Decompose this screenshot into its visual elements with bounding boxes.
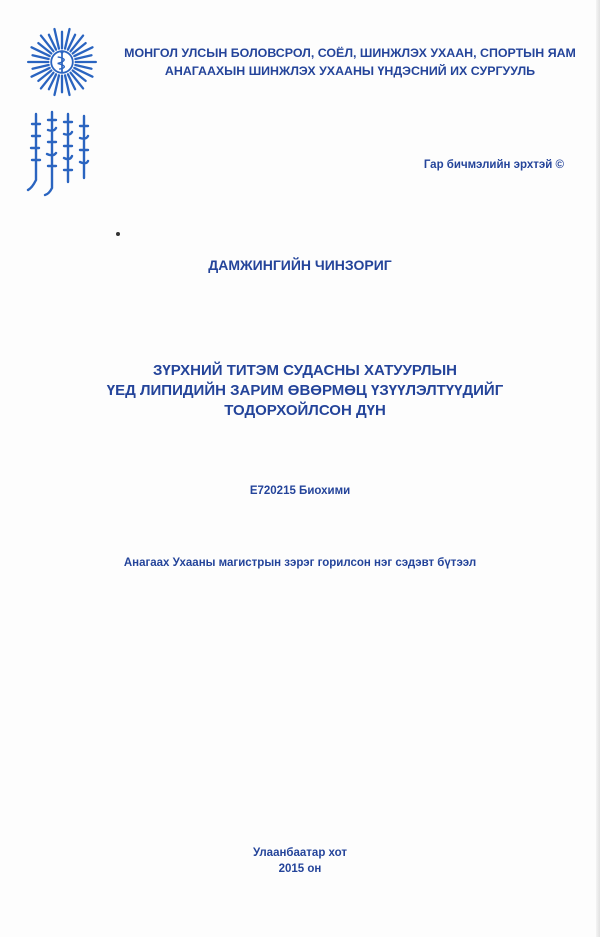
ministry-line-1: МОНГОЛ УЛСЫН БОЛОВСРОЛ, СОЁЛ, ШИНЖЛЭХ УХААН, СПОРТЫН ЯАМ: [124, 46, 576, 60]
degree-statement: Анагаах Ухааны магистрын зэрэг горилсон нэг сэдэвт бүтээл: [123, 557, 477, 569]
ministry-line-2: АНАГААХЫН ШИНЖЛЭХ УХААНЫ ҮНДЭСНИЙ ИХ СУРГУУЛЬ: [164, 64, 536, 78]
title-line-1: ЗҮРХНИЙ ТИТЭМ СУДАСНЫ ХАТУУРЛЫН: [152, 362, 458, 379]
university-logo-icon: [26, 26, 98, 98]
logo-ray: [75, 65, 91, 69]
logo-ray: [33, 55, 49, 59]
author-name: ДАМЖИНГИЙН ЧИНЗОРИГ: [208, 257, 392, 273]
scan-speck: [116, 232, 120, 236]
copyright-notice: Гар бичмэлийн эрхтэй ©: [423, 159, 564, 171]
ministry-heading: [110, 44, 590, 80]
place-and-year: [0, 845, 600, 877]
logo-ray: [33, 65, 49, 69]
year: 2015 он: [278, 863, 322, 875]
logo-ray: [75, 55, 91, 59]
specialty-code: E720215 Биохими: [249, 485, 351, 497]
mongolian-script-icon: [22, 108, 104, 200]
thesis-title: [90, 361, 520, 421]
scan-edge-shadow: [596, 0, 600, 937]
place: Улаанбаатар хот: [252, 847, 348, 859]
title-line-2: ҮЕД ЛИПИДИЙН ЗАРИМ ӨВӨРМӨЦ ҮЗҮҮЛЭЛТҮҮДИЙГ: [106, 382, 504, 399]
title-line-3: ТОДОРХОЙЛСОН ДҮН: [224, 402, 386, 419]
